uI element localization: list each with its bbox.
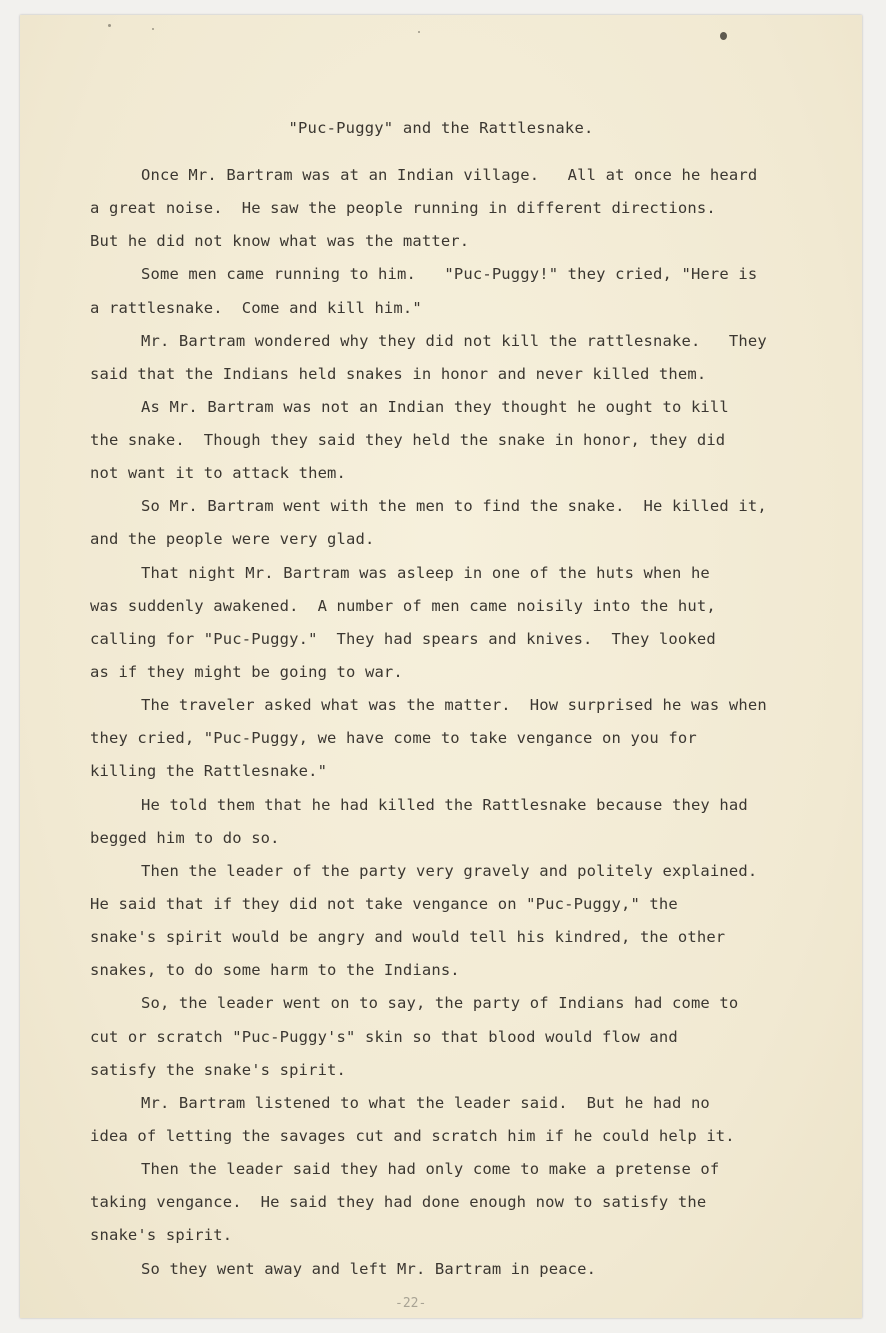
text-line: killing the Rattlesnake." [90, 762, 328, 780]
text-line: begged him to do so. [90, 829, 280, 847]
text-line: cut or scratch "Puc-Puggy's" skin so that blood would flow and [90, 1028, 678, 1046]
text-line: and the people were very glad. [90, 530, 375, 548]
text-line: as if they might be going to war. [90, 663, 403, 681]
text-line: not want it to attack them. [90, 464, 347, 482]
text-line: a great noise. He saw the people running in different directions. [90, 199, 716, 217]
text-line: snakes, to do some harm to the Indians. [90, 961, 460, 979]
text-line: idea of letting the savages cut and scratch him if he could help it. [90, 1127, 735, 1145]
paper-speck [418, 31, 420, 33]
text-line: So, the leader went on to say, the party of Indians had come to [141, 994, 739, 1012]
text-line: said that the Indians held snakes in honor and never killed them. [90, 365, 707, 383]
text-line: Then the leader of the party very gravely and politely explained. [141, 862, 758, 880]
text-line: He said that if they did not take vengance on "Puc-Puggy," the [90, 895, 678, 913]
text-line: taking vengance. He said they had done enough now to satisfy the [90, 1193, 707, 1211]
text-line: Some men came running to him. "Puc-Puggy!" they cried, "Here is [141, 265, 758, 283]
text-line: But he did not know what was the matter. [90, 232, 470, 250]
text-line: Then the leader said they had only come to make a pretense of [141, 1160, 720, 1178]
text-line: That night Mr. Bartram was asleep in one of the huts when he [141, 564, 710, 582]
text-line: So Mr. Bartram went with the men to find the snake. He killed it, [141, 497, 767, 515]
text-line: was suddenly awakened. A number of men came noisily into the hut, [90, 597, 716, 615]
text-line: calling for "Puc-Puggy." They had spears and knives. They looked [90, 630, 716, 648]
page-number: -22- [395, 1296, 427, 1311]
text-line: satisfy the snake's spirit. [90, 1061, 347, 1079]
text-line: a rattlesnake. Come and kill him." [90, 299, 422, 317]
text-line: they cried, "Puc-Puggy, we have come to take vengance on you for [90, 729, 697, 747]
paper-speck [720, 32, 727, 40]
text-line: As Mr. Bartram was not an Indian they thought he ought to kill [141, 398, 729, 416]
text-line: Once Mr. Bartram was at an Indian village. All at once he heard [141, 166, 758, 184]
typewritten-page [20, 15, 862, 1318]
paper-speck [152, 28, 154, 30]
text-line: Mr. Bartram wondered why they did not kill the rattlesnake. They [141, 332, 767, 350]
paper-speck [108, 24, 111, 27]
text-line: snake's spirit. [90, 1226, 233, 1244]
text-line: The traveler asked what was the matter. How surprised he was when [141, 696, 767, 714]
text-line: So they went away and left Mr. Bartram in peace. [141, 1260, 597, 1278]
text-line: the snake. Though they said they held the snake in honor, they did [90, 431, 726, 449]
text-line: snake's spirit would be angry and would tell his kindred, the other [90, 928, 726, 946]
text-line: Mr. Bartram listened to what the leader said. But he had no [141, 1094, 710, 1112]
text-line: He told them that he had killed the Rattlesnake because they had [141, 796, 748, 814]
document-title: "Puc-Puggy" and the Rattlesnake. [288, 119, 594, 137]
